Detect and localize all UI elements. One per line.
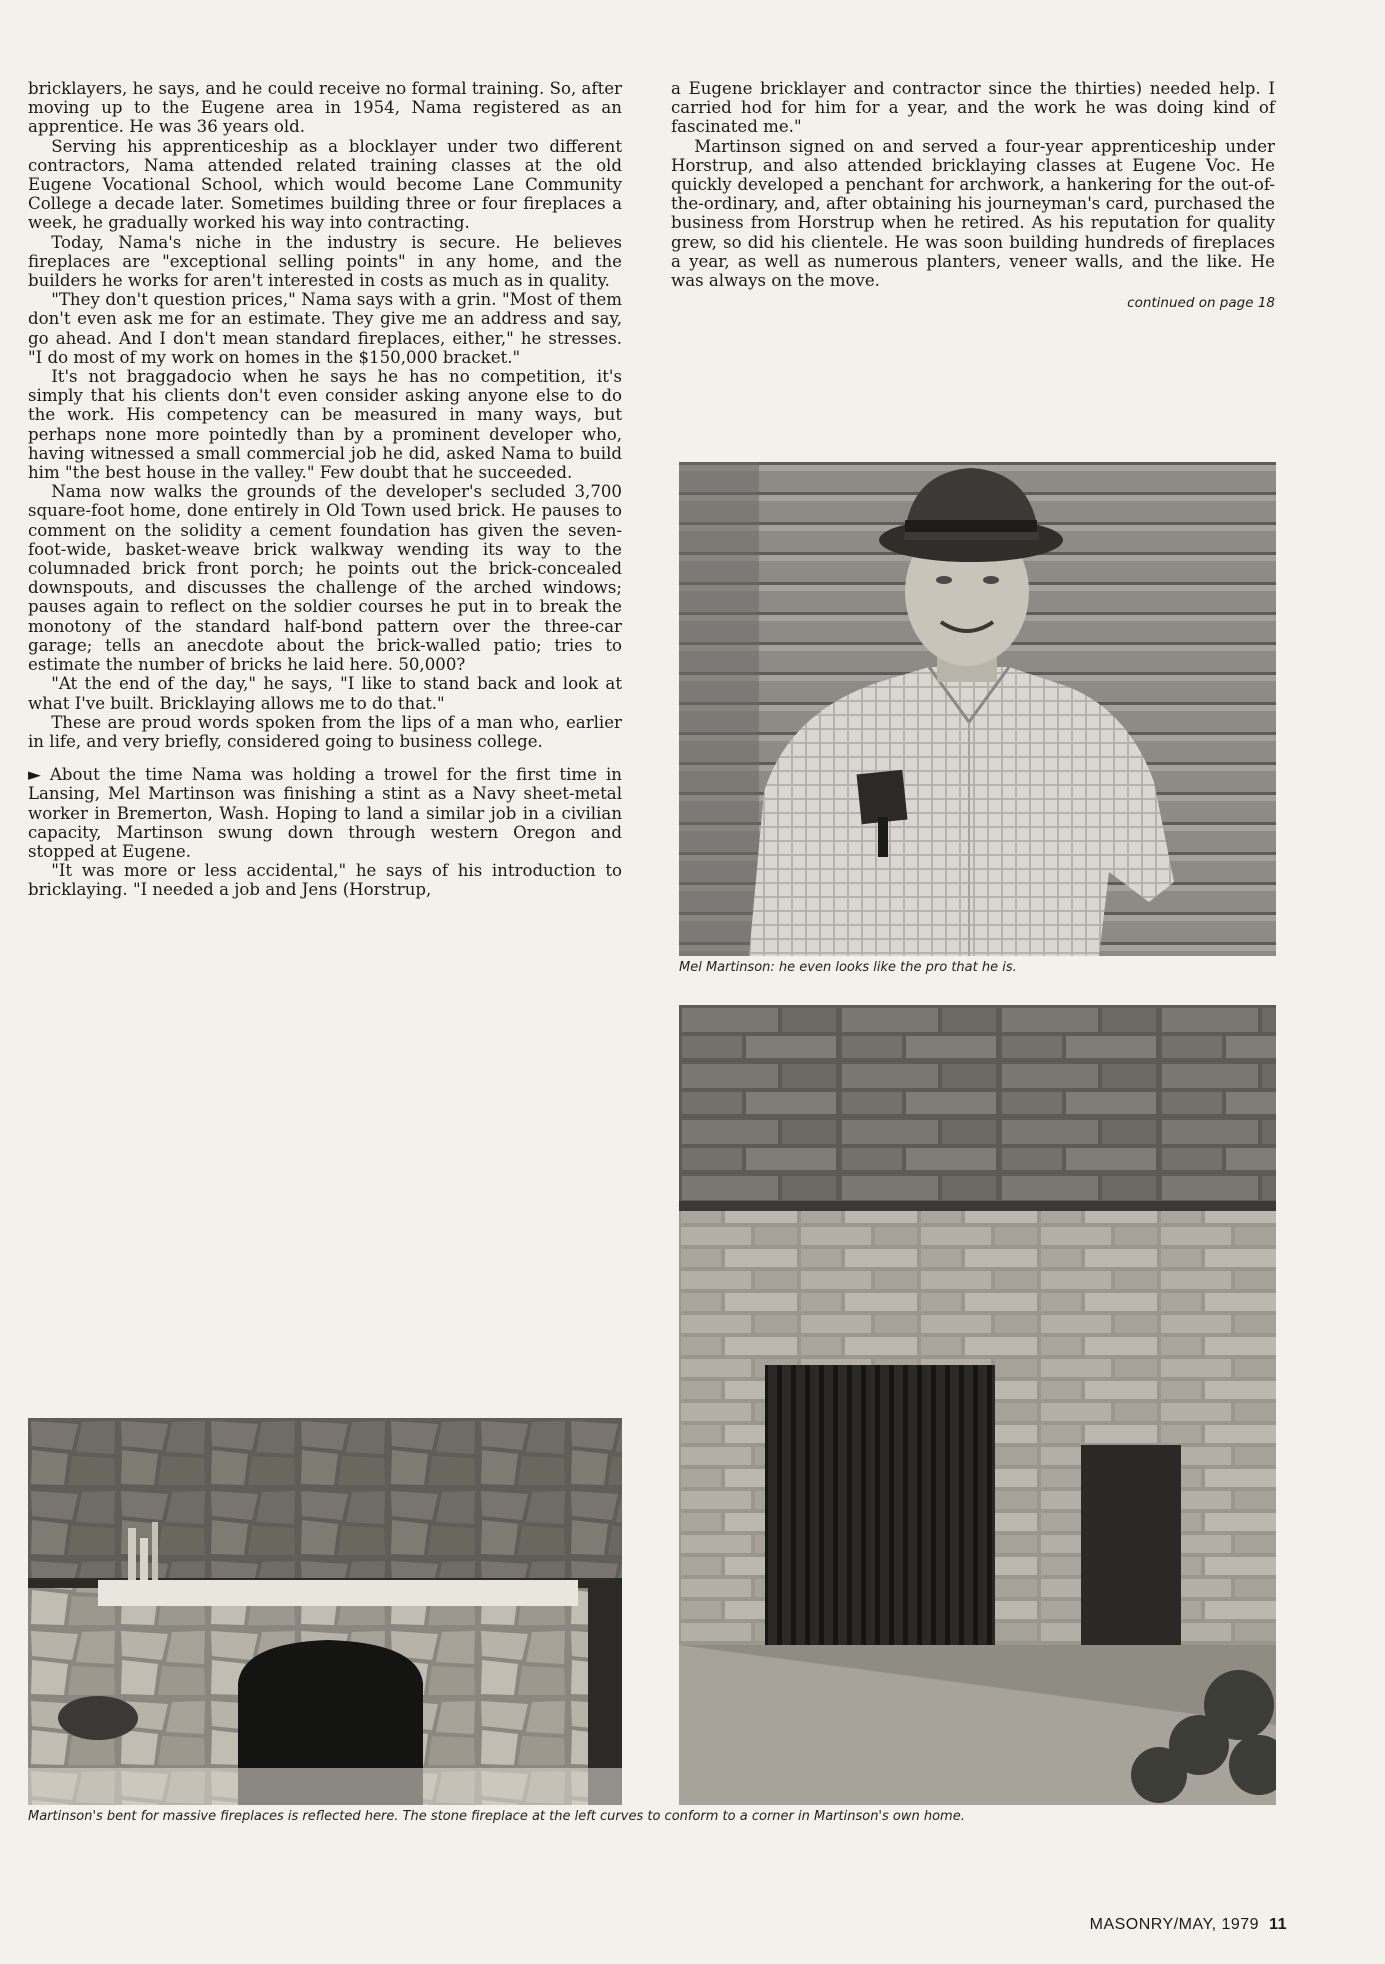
paragraph: Serving his apprenticeship as a blocklayer under two different contractors, Nama attended related training classes at the old Eugene Vocational School, which would become Lane Community College a decade later. Sometimes building three or four fireplaces a week, he gradually worked his way into contracting. — [28, 136, 622, 233]
portrait-photo — [679, 462, 1276, 956]
paragraph: "They don't question prices," Nama says with a grin. "Most of them don't even ask me for an estimate. They give me an address and say, go ahead. And I don't mean standard fireplaces, either," he stresses. "I do most of my work on homes in the $150,000 bracket." — [28, 290, 622, 367]
fireplace-photo — [28, 1418, 622, 1805]
paragraph: These are proud words spoken from the lips of a man who, earlier in life, and very briefly, considered going to business college. — [28, 712, 622, 751]
paragraph: a Eugene bricklayer and contractor since the thirties) needed help. I carried hod for him for a year, and the work he was doing kind of fascinated me." — [671, 79, 1275, 137]
right-text-column — [671, 79, 1275, 313]
paragraph: "At the end of the day," he says, "I like to stand back and look at what I've built. Bricklaying allows me to do that." — [28, 674, 622, 713]
paragraph: Today, Nama's niche in the industry is secure. He believes fireplaces are "exceptional selling points" in any home, and the builders he works for aren't interested in costs as much as in quality. — [28, 232, 622, 291]
continued-note: continued on page 18 — [1127, 295, 1275, 312]
section-marker-icon: ► — [28, 765, 41, 785]
stone-wall-photo — [679, 1005, 1276, 1805]
paragraph: bricklayers, he says, and he could receive no formal training. So, after moving up to the Eugene area in 1954, Nama registered as an apprentice. He was 36 years old. — [28, 79, 622, 137]
section-paragraph: ► About the time Nama was holding a trowel for the first time in Lansing, Mel Martinson was finishing a stint as a Navy sheet-metal worker in Bremerton, Wash. Hoping to land a similar job in a civilian capacity, Martinson swung down through western Oregon and stopped at Eugene. — [28, 765, 622, 861]
portrait-caption: Mel Martinson: he even looks like the pro that he is. — [679, 960, 1017, 975]
paragraph: It's not braggadocio when he says he has no competition, it's simply that his clients don't even consider asking anyone else to do the work. His competency can be measured in many ways, but perhaps none more pointedly than by a prominent developer who, having witnessed a small commercial job he did, asked Nama to build him "the best house in the valley." Few doubt that he succeeded. — [28, 367, 622, 483]
page-footer — [1090, 1916, 1287, 1934]
paragraph: Nama now walks the grounds of the developer's secluded 3,700 square-foot home, done entirely in Old Town used brick. He pauses to comment on the solidity a cement foundation has given the seven-foot-wide, basket-weave brick walkway wending its way to the columnaded brick front porch; he points out the brick-concealed downspouts, and discusses the challenge of the arched windows; pauses again to reflect on the soldier courses he put in to break the monotony of the standard half-bond pattern over the three-car garage; tells an anecdote about the brick-walled patio; tries to estimate the number of bricks he laid here. 50,000? — [28, 482, 622, 675]
fireplace-caption: Martinson's bent for massive fireplaces is reflected here. The stone fireplace at the left curves to conform to a corner in Martinson's own home. — [28, 1809, 965, 1824]
publication-info: MASONRY/MAY, 1979 — [1089, 1916, 1260, 1933]
page-number: 11 — [1269, 1916, 1287, 1933]
left-text-column — [28, 79, 622, 900]
paragraph: "It was more or less accidental," he says of his introduction to bricklaying. "I needed a job and Jens (Horstrup, — [28, 861, 622, 900]
paragraph: Martinson signed on and served a four-year apprenticeship under Horstrup, and also attended bricklaying classes at Eugene Voc. He quickly developed a penchant for archwork, a hankering for the out-of-the-ordinary, and, after obtaining his journeyman's card, purchased the business from Horstrup when he retired. As his reputation for quality grew, so did his clientele. He was soon building hundreds of fireplaces a year, as well as numerous planters, veneer walls, and the like. He was always on the move. — [671, 136, 1275, 291]
